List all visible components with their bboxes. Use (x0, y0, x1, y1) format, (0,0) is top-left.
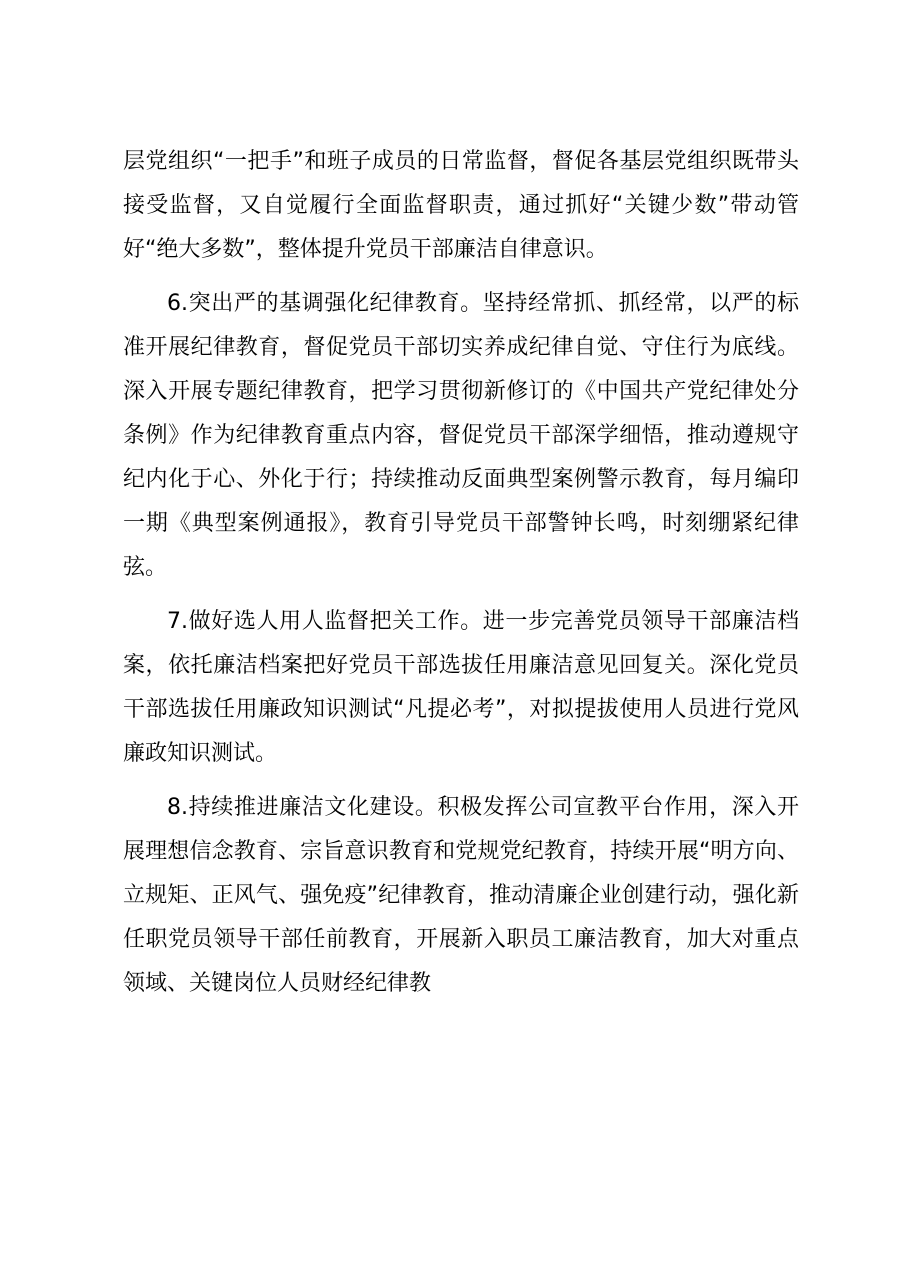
paragraph-continuation: 层党组织“一把手”和班子成员的日常监督，督促各基层党组织既带头接受监督，又自觉履行全面监督职责，通过抓好“关键少数”带动管好“绝大多数”，整体提升党员干部廉洁自律意识。 (123, 149, 799, 262)
paragraph-item-6: 6.突出严的基调强化纪律教育。坚持经常抓、抓经常，以严的标准开展纪律教育，督促党员干部切实养成纪律自觉、守住行为底线。深入开展专题纪律教育，把学习贯彻新修订的《中国共产党纪律处分条例》作为纪律教育重点内容，督促党员干部深学细悟，推动遵规守纪内化于心、外化于行；持续推动反面典型案例警示教育，每月编印一期《典型案例通报》，教育引导党员干部警钟长鸣，时刻绷紧纪律弦。 (123, 291, 799, 580)
paragraph-item-7: 7.做好选人用人监督把关工作。进一步完善党员领导干部廉洁档案，依托廉洁档案把好党员干部选拔任用廉洁意见回复关。深化党员干部选拔任用廉政知识测试“凡提必考”，对拟提拔使用人员进行党风廉政知识测试。 (123, 609, 799, 766)
document-body (123, 140, 799, 1016)
paragraph-item-8: 8.持续推进廉洁文化建设。积极发挥公司宣教平台作用，深入开展理想信念教育、宗旨意识教育和党规党纪教育，持续开展“明方向、立规矩、正风气、强免疫”纪律教育，推动清廉企业创建行动，强化新任职党员领导干部任前教育，开展新入职员工廉洁教育，加大对重点领域、关键岗位人员财经纪律教 (123, 795, 799, 996)
